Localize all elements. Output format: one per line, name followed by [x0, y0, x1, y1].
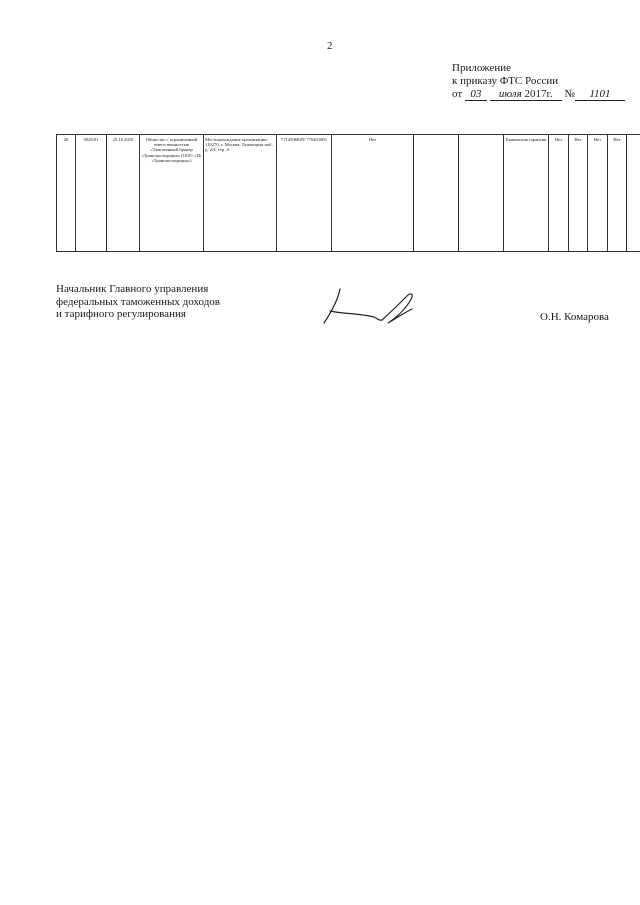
cell-organization: Общество с ограниченной ответственностью «Таможенный брокер «Трансэкспедиция» (ООО «ТБ «Трансэкспедиция») — [140, 135, 204, 252]
order-month-year — [490, 89, 562, 101]
appendix-title: Приложение — [452, 62, 512, 74]
cell-col14: Нет — [608, 135, 627, 252]
order-day: 03 — [465, 89, 487, 101]
order-prefix: от — [452, 88, 463, 100]
cell-inn-kpp: 7714596849/ 770401001 — [277, 135, 332, 252]
signer-name: О.Н. Комарова — [540, 311, 609, 323]
handwritten-signature — [318, 283, 428, 331]
order-month: июля — [498, 88, 522, 100]
cell-col15 — [627, 135, 640, 252]
cell-location: Местонахождение организации: 119270, г. Москва, Лужнецкая наб., д. 2/4, стр. 4 — [204, 135, 277, 252]
order-date-line — [452, 88, 625, 101]
position-line-3: и тарифного регулирования — [56, 308, 186, 320]
cell-col13: Нет — [588, 135, 608, 252]
cell-registration-number: 0026/01 — [76, 135, 107, 252]
position-line-2: федеральных таможенных доходов — [56, 295, 220, 308]
appendix-header — [452, 62, 625, 101]
order-number: 1101 — [575, 89, 625, 101]
order-year: 2017г. — [524, 88, 553, 100]
cell-date: 25.10.2010 — [107, 135, 140, 252]
table-row — [57, 135, 640, 252]
page-number: 2 — [327, 40, 333, 52]
position-line-1: Начальник Главного управления — [56, 283, 209, 295]
cell-col9 — [459, 135, 504, 252]
cell-guarantee: Банковская гарантия — [504, 135, 549, 252]
cell-number: 26 — [57, 135, 76, 252]
cell-col12: Нет — [569, 135, 588, 252]
appendix-order-ref: к приказу ФТС России — [452, 75, 559, 87]
registry-table — [56, 134, 640, 252]
signatory-position — [56, 283, 220, 321]
cell-col7: Нет — [332, 135, 414, 252]
cell-col8 — [414, 135, 459, 252]
order-number-sign: № — [564, 88, 575, 100]
cell-col11: Нет — [549, 135, 569, 252]
